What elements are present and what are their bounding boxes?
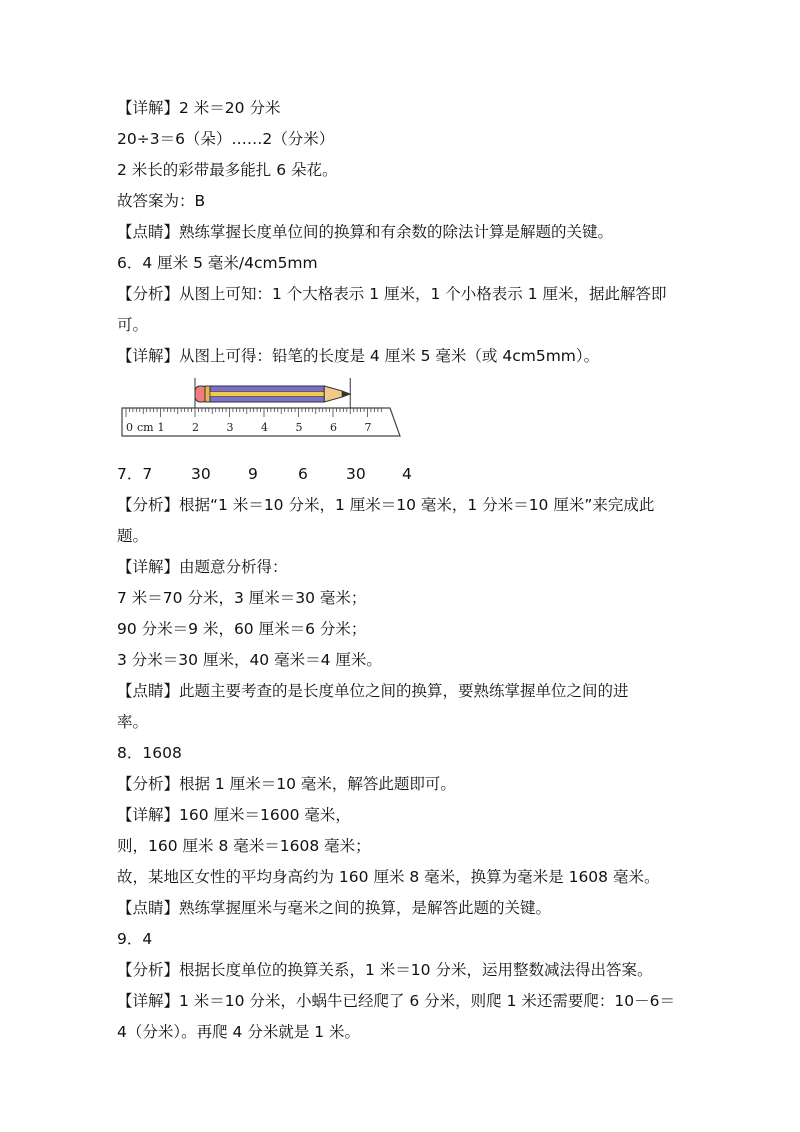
line-detail-8: 【详解】160 厘米＝1600 毫米， (117, 806, 351, 824)
line-calc-8: 则，160 厘米 8 毫米＝1608 毫米； (117, 837, 371, 855)
line-calc-7b: 90 分米＝9 米，60 厘米＝6 分米； (117, 620, 367, 638)
ruler-label-2: 2 (192, 421, 199, 434)
line-analysis-8: 【分析】根据 1 厘米＝10 毫米，解答此题即可。 (117, 775, 456, 793)
line-tip-5: 【点睛】熟练掌握长度单位间的换算和有余数的除法计算是解题的关键。 (117, 223, 614, 241)
line-calc-1: 20÷3＝6（朵）……2（分米） (117, 130, 335, 148)
line-question-8: 8．1608 (117, 744, 182, 762)
answer-7-2: 30 (191, 465, 211, 483)
line-tip-7-cont: 率。 (117, 713, 149, 731)
answer-7-5: 30 (346, 465, 366, 483)
pencil-stripe (210, 392, 324, 397)
answer-7-6: 4 (402, 465, 412, 483)
line-question-6: 6．4 厘米 5 毫米/4cm5mm (117, 254, 318, 272)
line-analysis-6-cont: 可。 (117, 316, 149, 334)
ruler-label-6: 6 (330, 421, 337, 434)
ruler-label-5: 5 (295, 421, 303, 434)
pencil-wood-tip (324, 386, 342, 402)
answer-7-3: 9 (248, 465, 258, 483)
ruler-label-3: 3 (226, 421, 234, 434)
ruler-pencil-svg (120, 374, 402, 440)
line-conclusion-1: 2 米长的彩带最多能扎 6 朵花。 (117, 161, 338, 179)
line-detail-7: 【详解】由题意分析得： (117, 558, 288, 576)
ruler-label-7: 7 (364, 421, 372, 434)
ruler-label-4: 4 (261, 421, 268, 434)
line-question-7-answers (117, 463, 447, 485)
line-conclusion-8: 故，某地区女性的平均身高约为 160 厘米 8 毫米，换算为毫米是 1608 毫米。 (117, 868, 660, 886)
line-answer-5: 故答案为：B (117, 192, 206, 210)
line-detail-9: 【详解】1 米＝10 分米，小蜗牛已经爬了 6 分米，则爬 1 米还需要爬：10－6＝ (117, 992, 675, 1010)
line-calc-7c: 3 分米＝30 厘米，40 毫米＝4 厘米。 (117, 651, 382, 669)
pencil-lead (342, 391, 350, 397)
line-tip-7: 【点睛】此题主要考查的是长度单位之间的换算，要熟练掌握单位之间的进 (117, 682, 629, 700)
line-detail-6: 【详解】从图上可得：铅笔的长度是 4 厘米 5 毫米（或 4cm5mm）。 (117, 347, 600, 365)
ruler-unit-label: cm (137, 421, 154, 434)
question-7-number: 7．7 (117, 465, 153, 483)
line-analysis-9: 【分析】根据长度单位的换算关系，1 米＝10 分米，运用整数减法得出答案。 (117, 961, 653, 979)
line-analysis-6: 【分析】从图上可知：1 个大格表示 1 厘米，1 个小格表示 1 厘米，据此解答即 (117, 285, 667, 303)
answer-7-4: 6 (298, 465, 308, 483)
line-analysis-7: 【分析】根据“1 米＝10 分米，1 厘米＝10 毫米，1 分米＝10 厘米”来完成此 (117, 496, 655, 514)
line-question-9: 9．4 (117, 930, 153, 948)
line-tip-8: 【点睛】熟练掌握厘米与毫米之间的换算，是解答此题的关键。 (117, 899, 552, 917)
line-detail-1: 【详解】2 米＝20 分米 (117, 99, 281, 117)
line-calc-7a: 7 米＝70 分米，3 厘米＝30 毫米； (117, 589, 367, 607)
ruler-label-0: 0 (126, 421, 133, 434)
ruler-pencil-figure (120, 374, 402, 440)
pencil-ferrule (205, 386, 210, 402)
line-detail-9-cont: 4（分米）。再爬 4 分米就是 1 米。 (117, 1023, 361, 1041)
line-analysis-7-cont: 题。 (117, 527, 149, 545)
ruler-label-1: 1 (157, 421, 165, 434)
